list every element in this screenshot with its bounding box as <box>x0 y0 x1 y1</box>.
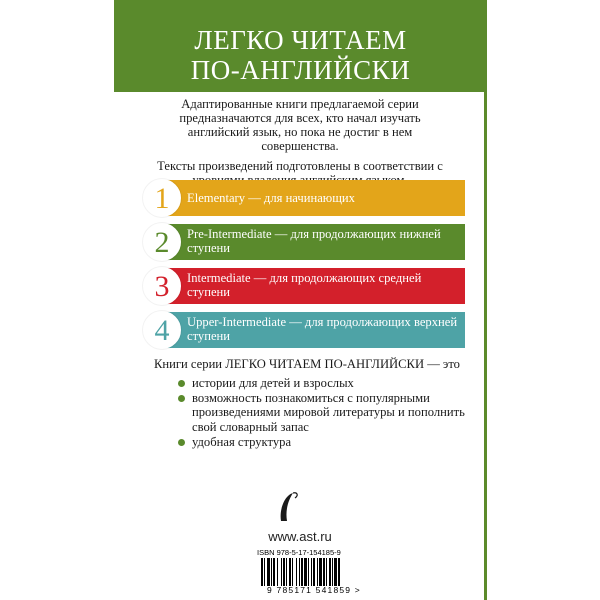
bullet-icon <box>178 380 185 387</box>
series-title-line1: ЛЕГКО ЧИТАЕМ <box>194 25 407 55</box>
barcode-area <box>253 547 375 597</box>
intro-text <box>150 97 450 193</box>
level-4 <box>143 312 465 348</box>
level-3 <box>143 268 465 304</box>
feature-item <box>178 391 468 434</box>
feature-text: удобная структура <box>192 434 292 449</box>
intro-paragraph-2: Тексты произведений подготовлены в соответствии с <box>157 159 443 173</box>
level-3-text: Intermediate — для продолжающих средней ступени <box>187 271 422 299</box>
level-1-number: 1 <box>143 179 181 217</box>
intro-paragraph-1: Адаптированные книги предлагаемой серии предназначаются для всех, кто начал изучать английский язык, но пока не достиг в нем совершенства. <box>179 97 421 153</box>
level-2 <box>143 224 465 260</box>
level-2-text: Pre-Intermediate — для продолжающих нижней ступени <box>187 227 441 255</box>
level-4-number: 4 <box>143 311 181 349</box>
level-1-text: Elementary — для начинающих <box>187 191 355 205</box>
bullet-icon <box>178 395 185 402</box>
isbn-label: ISBN 978-5-17-154185-9 <box>257 548 341 557</box>
lingua-logo <box>273 489 333 525</box>
series-lead: Книги серии ЛЕГКО ЧИТАЕМ ПО-АНГЛИЙСКИ — это <box>154 357 460 371</box>
spine-stripe <box>484 92 487 600</box>
level-4-text: Upper-Intermediate — для продолжающих верхней ступени <box>187 315 458 343</box>
barcode-icon <box>261 558 367 586</box>
barcode-number: 9 785171 541859 > <box>267 585 361 595</box>
feature-list <box>178 376 468 450</box>
series-title-banner <box>114 0 487 92</box>
bullet-icon <box>178 439 185 446</box>
level-1 <box>143 180 465 216</box>
series-title-line2: ПО-АНГЛИЙСКИ <box>190 55 411 85</box>
feature-item <box>178 376 468 390</box>
feature-text: возможность познакомиться с популярными произведениями мировой литературы и пополнить свой словарный запас <box>192 391 465 434</box>
level-2-number: 2 <box>143 223 181 261</box>
lingua-logo-icon <box>273 489 333 525</box>
publisher-website: www.ast.ru <box>268 529 332 544</box>
level-3-number: 3 <box>143 267 181 305</box>
feature-text: истории для детей и взрослых <box>192 376 354 390</box>
feature-item <box>178 435 468 449</box>
